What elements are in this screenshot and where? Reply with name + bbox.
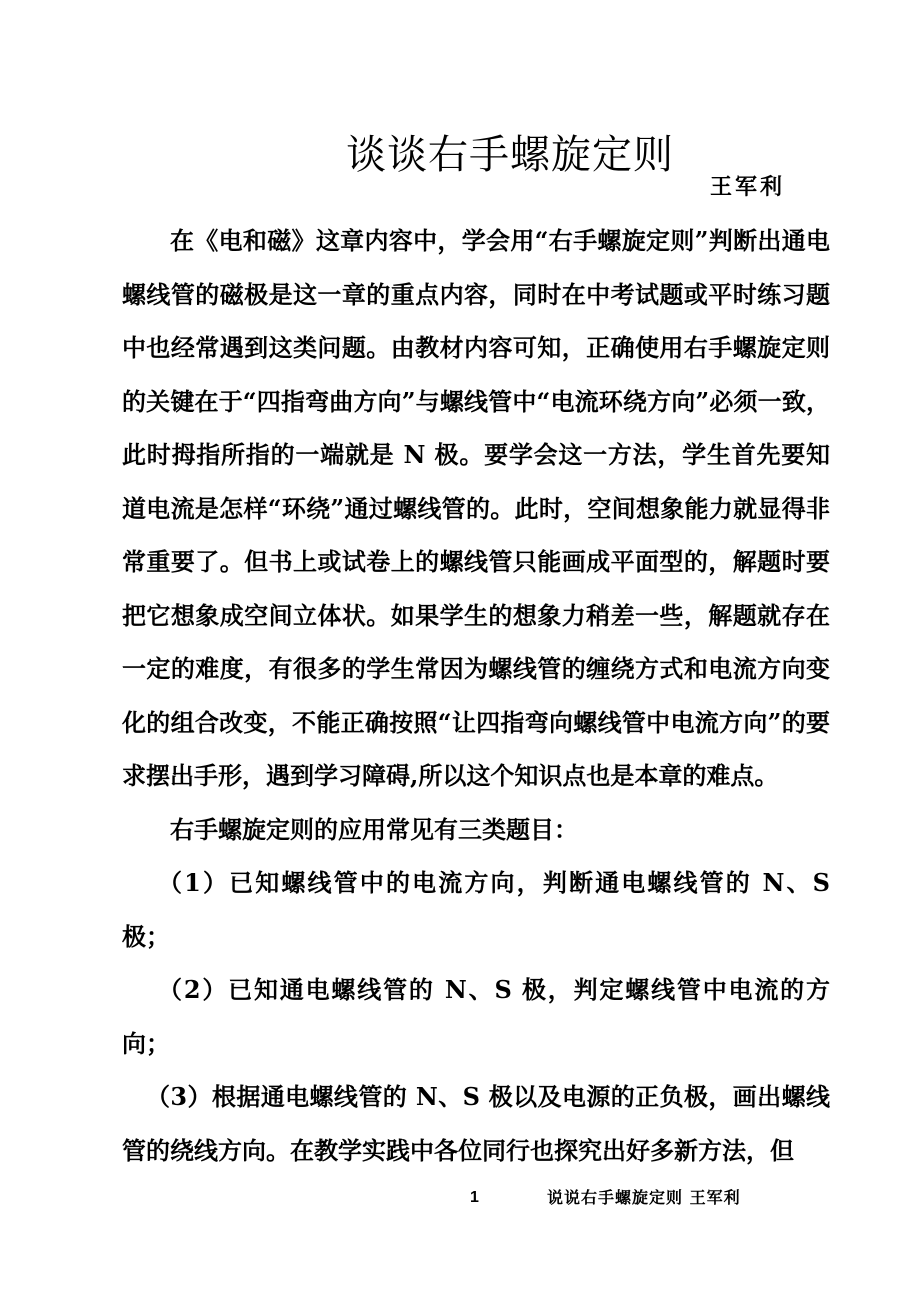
list-item-2: （2）已知通电螺线管的 N、S 极，判定螺线管中电流的方向； (122, 975, 830, 1058)
list-item-1: （1）已知螺线管中的电流方向，判断通电螺线管的 N、S 极； (122, 868, 830, 951)
page-number: 1 (470, 1189, 479, 1206)
paragraph-intro: 在《电和磁》这章内容中，学会用“右手螺旋定则”判断出通电螺线管的磁极是这一章的重点内容，同时在中考试题或平时练习题中也经常遇到这类问题。由教材内容可知，正确使用右手螺旋定则的关键在于“四指弯曲方向”与螺线管中“电流环绕方向”必须一致，此时拇指所指的一端就是 N 极。要学会这一方法，学生首先要知道电流是怎样“环绕”通过螺线管的。此时，空间想象能力就显得非常重要了。但书上或试卷上的螺线管只能画成平面型的，解题时要把它想象成空间立体状。如果学生的想象力稍差一些，解题就存在一定的难度，有很多的学生常因为螺线管的缠绕方式和电流方向变化的组合改变，不能正确按照“让四指弯向螺线管中电流方向”的要求摆出手形，遇到学习障碍,所以这个知识点也是本章的难点。 (122, 226, 830, 790)
document-body (122, 214, 830, 1177)
list-item-3: （3）根据通电螺线管的 N、S 极以及电源的正负极，画出螺线管的绕线方向。在教学实践中各位同行也探究出好多新方法，但 (122, 1082, 830, 1165)
author-name: 王军利 (710, 174, 786, 200)
paragraph-lead: 右手螺旋定则的应用常见有三类题目： (170, 814, 578, 844)
document-title: 谈谈右手螺旋定则 (346, 131, 674, 178)
running-footer: 说说右手螺旋定则 王军利 (547, 1188, 741, 1207)
